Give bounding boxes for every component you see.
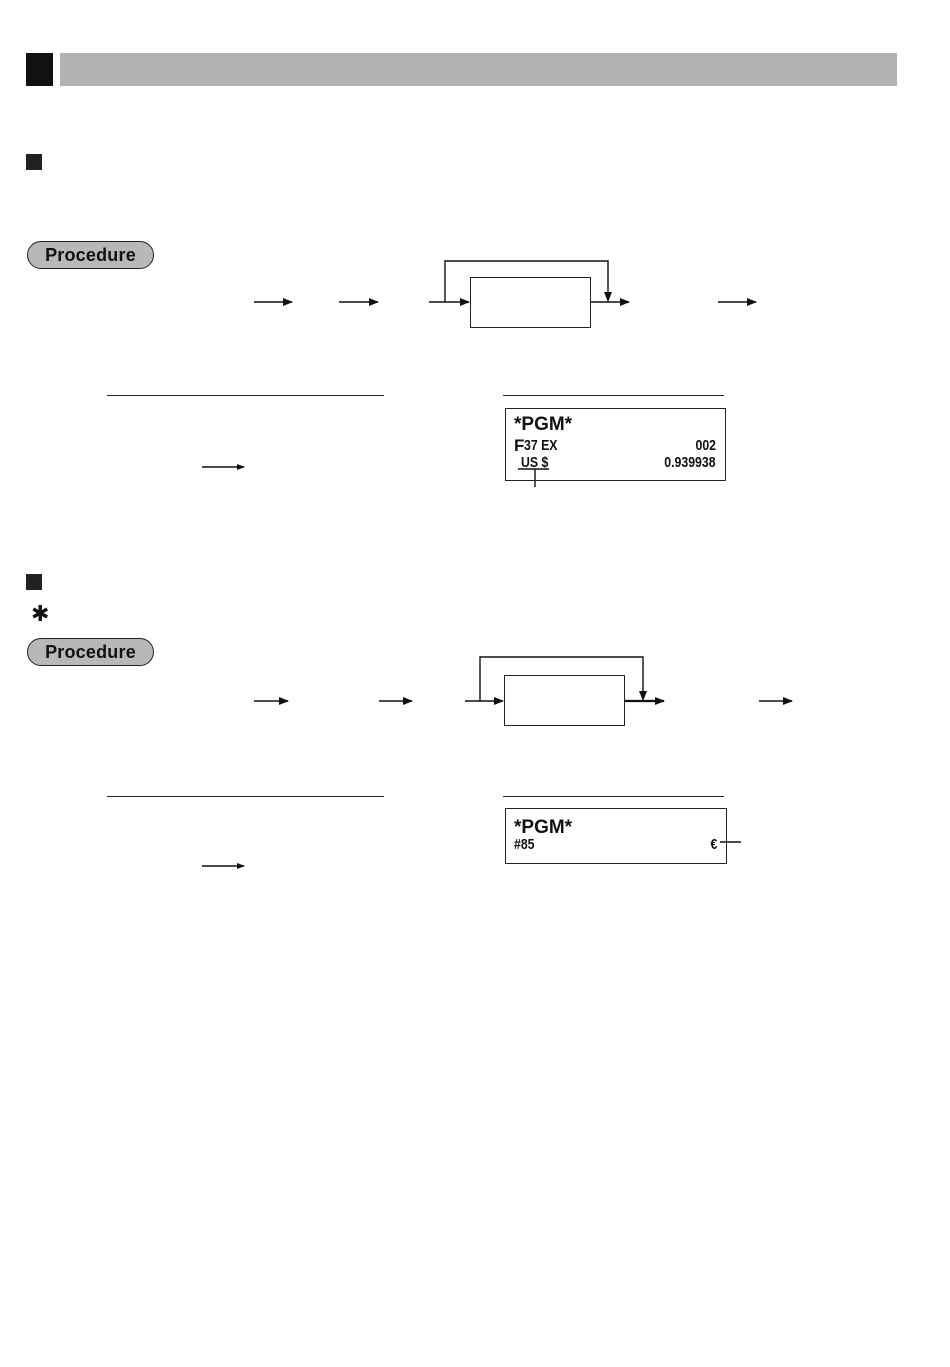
procedure-step-box bbox=[504, 675, 625, 726]
display-function-code: 37 EX bbox=[524, 437, 558, 454]
asterisk-mark: ✱ bbox=[31, 602, 50, 627]
procedure-badge bbox=[27, 241, 154, 269]
procedure-label: Procedure bbox=[45, 641, 136, 662]
display-line-2 bbox=[514, 436, 565, 454]
print-rule bbox=[503, 395, 724, 396]
section-bullet bbox=[26, 574, 42, 590]
display-rate: 0.939938 bbox=[664, 454, 716, 471]
display-pgm-label: *PGM* bbox=[514, 414, 573, 435]
chapter-marker bbox=[26, 53, 53, 86]
display-number: 002 bbox=[695, 437, 716, 454]
print-rule bbox=[503, 796, 724, 797]
key-operation-rule bbox=[107, 796, 384, 797]
chapter-title-bar bbox=[60, 53, 897, 86]
display-panel bbox=[505, 808, 727, 864]
display-euro-symbol: € bbox=[710, 836, 717, 853]
section-bullet bbox=[26, 154, 42, 170]
display-f-symbol: F bbox=[514, 436, 525, 455]
procedure-step-box bbox=[470, 277, 591, 328]
display-job-code: #85 bbox=[514, 836, 535, 853]
procedure-badge bbox=[27, 638, 154, 666]
key-operation-rule bbox=[107, 395, 384, 396]
display-panel bbox=[505, 408, 726, 481]
procedure-label: Procedure bbox=[45, 244, 136, 265]
display-currency-label: US $ bbox=[521, 454, 549, 471]
display-pgm-label: *PGM* bbox=[514, 817, 573, 838]
